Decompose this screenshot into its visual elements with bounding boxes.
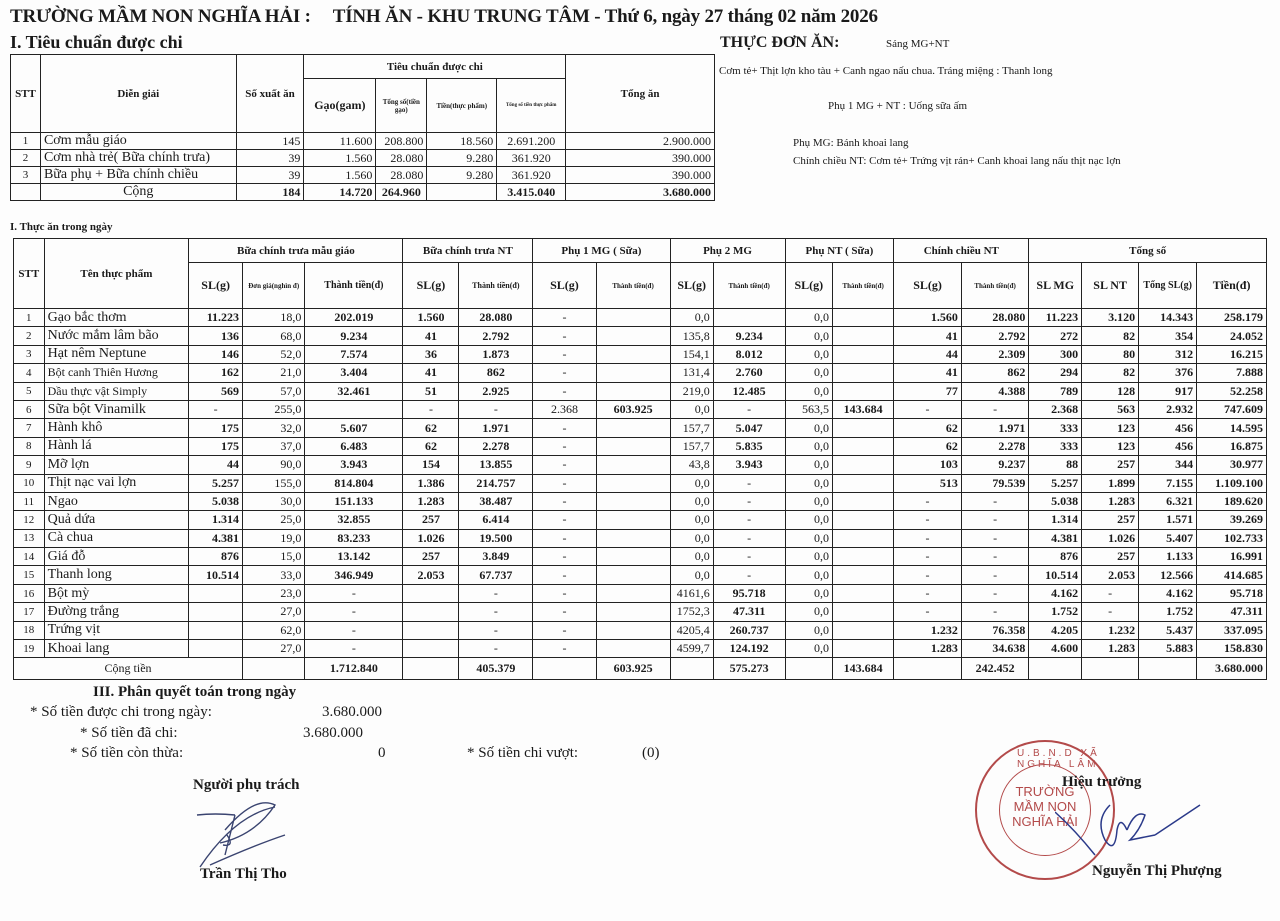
table-row: 3 Bữa phụ + Bữa chính chiều 39 1.560 28.080 9.280 361.920 390.000 [11, 167, 715, 184]
standard-budget-table [10, 54, 715, 201]
food-name: Ngao [44, 492, 189, 510]
document-subtitle: TÍNH ĂN - KHU TRUNG TÂM - Thứ 6, ngày 27 tháng 02 năm 2026 [332, 6, 878, 27]
left-signer-name: Trần Thị Tho [200, 866, 287, 882]
header-tong-an: Tổng ăn [566, 55, 715, 133]
da-chi-value: 3.680.000 [303, 725, 363, 741]
food-name: Cà chua [44, 529, 189, 547]
header-so-xuat-an: Số xuất ăn [236, 55, 304, 133]
table-row: 4 Bột canh Thiên Hương 162 21,0 3.404 41 862 - 131,4 2.760 0,0 41 862 294 82 376 7.888 [14, 364, 1267, 382]
header-stt: STT [14, 239, 45, 309]
header-tien-thuc-pham: Tiền(thực phẩm) [427, 79, 497, 133]
table-row: 14 Giá đỗ 876 15,0 13.142 257 3.849 - 0,0 - 0,0 - - 876 257 1.133 16.991 [14, 548, 1267, 566]
da-chi-label: * Số tiền đã chi: [80, 725, 178, 741]
menu-sang: Sáng MG+NT [886, 38, 950, 50]
food-name: Gạo bắc thơm [44, 309, 189, 327]
menu-title: THỰC ĐƠN ĂN: [720, 34, 840, 51]
table-row: 9 Mỡ lợn 44 90,0 3.943 154 13.855 - 43,8 3.943 0,0 103 9.237 88 257 344 30.977 [14, 456, 1267, 474]
con-thua-label: * Số tiền còn thừa: [70, 745, 184, 761]
table-row: 11 Ngao 5.038 30,0 151.133 1.283 38.487 - 0,0 - 0,0 - - 5.038 1.283 6.321 189.620 [14, 492, 1267, 510]
daily-food-table: STT Tên thực phẩm Bữa chính trưa mẫu giáo Bữa chính trưa NT Phụ 1 MG ( Sữa) Phụ 2 MG Phụ NT ( Sữa) Chính chiều NT Tổng số SL(g) Đơn giá(nghìn đ) Thành tiền(đ) SL(g) Thành tiền(đ) SL(g) Thành tiền(đ) SL(g) Thành tiền(đ) SL(g) Thành tiền(đ) SL(g) Thành tiền(đ) SL MG SL NT Tổng SL(g) Tiền(đ) 1 Gạo bắc thơm 11.223 18,0 202.019 1.560 28.080 - 0,0 0,0 1.560 28.080 11.223 3.120 14.343 258.179 2 Nước mắm lâm bão 136 68,0 9.234 41 2.792 - 135,8 9.234 0,0 41 2.792 272 82 354 24.052 3 Hạt nêm Neptune 146 52,0 7.574 36 1.873 - 154,1 8.012 0,0 44 2.309 300 80 312 16.215 4 Bột canh Thiên Hương 162 21,0 3.404 41 862 - 131,4 2.760 0,0 41 862 294 82 376 7.888 5 Dầu thực vật Simply 569 57,0 32.461 51 2.925 - 219,0 12.485 0,0 77 4.388 789 128 917 52.258 6 Sữa bột Vinamilk - 255,0 - - 2.368 603.925 0,0 - 563,5 143.684 - - 2.368 563 2.932 747.609 7 Hành khô 175 32,0 5.607 62 1.971 - 157,7 5.047 0,0 62 1.971 333 123 456 14.595 8 Hành lá 175 37,0 6.483 62 2.278 - 157,7 5.835 0,0 62 2.278 333 123 456 16.875 9 Mỡ lợn 44 90,0 3.943 154 13.855 - 43,8 3.943 0,0 103 9.237 88 257 344 30.977 10 Thịt nạc vai lợn 5.257 155,0 814.804 1.386 214.757 - 0,0 - 0,0 513 79.539 5.257 1.899 7.155 1.109.100 11 Ngao 5.038 30,0 151.133 1.283 38.487 - 0,0 - 0,0 - - 5.038 1.283 6.321 189.620 12 Quả dứa 1.314 25,0 32.855 257 6.414 - 0,0 - 0,0 - - 1.314 257 1.571 39.269 13 Cà chua 4.381 19,0 83.233 1.026 19.500 - 0,0 - 0,0 - - 4.381 1.026 5.407 102.733 14 Giá đỗ 876 15,0 13.142 257 3.849 - 0,0 - 0,0 - - 876 257 1.133 16.991 15 Thanh long 10.514 33,0 346.949 2.053 67.737 - 0,0 - 0,0 - - 10.514 2.053 12.566 414.685 16 Bột mỳ 23,0 - - - 4161,6 95.718 0,0 - - 4.162 - 4.162 95.718 17 Đường trắng 27,0 - - - 1752,3 47.311 0,0 - - 1.752 - 1.752 47.311 18 Trứng vịt 62,0 - - - 4205,4 260.737 0,0 1.232 76.358 4.205 1.232 5.437 337.095 19 Khoai lang 27,0 - - - 4599,7 124.192 0,0 1.283 34.638 4.600 1.283 5.883 158.830 Cộng tiền 1.712.840 405.379 603.925 575.273 143.684 242.452 3.680.000 [13, 238, 1267, 680]
header-stt: STT [11, 55, 41, 133]
header-tong-so-tien-gao: Tổng số(tiền gạo) [376, 79, 427, 133]
food-name: Giá đỗ [44, 548, 189, 566]
right-signer-role: Hiệu trưởng [1062, 774, 1142, 790]
con-thua-value: 0 [378, 745, 386, 761]
menu-chinh-chieu: Chính chiều NT: Cơm tẻ+ Trứng vịt rán+ Canh khoai lang nấu thịt nạc lợn [793, 155, 1121, 167]
header-group-chinh-chieu: Chính chiều NT [894, 239, 1029, 263]
menu-phu1: Phụ 1 MG + NT : Uống sữa ấm [828, 100, 968, 112]
table-row: 15 Thanh long 10.514 33,0 346.949 2.053 67.737 - 0,0 - 0,0 - - 10.514 2.053 12.566 414.685 [14, 566, 1267, 584]
school-stamp: U.B.N.D XÃ NGHĨA LÂM TRƯỜNG MẦM NON NGHĨA HẢI [975, 740, 1115, 880]
header-ten-thuc-pham: Tên thực phẩm [44, 239, 189, 309]
food-name: Trứng vịt [44, 621, 189, 639]
food-name: Hành khô [44, 419, 189, 437]
menu-phu-mg: Phụ MG: Bánh khoai lang [793, 137, 909, 149]
document-title [10, 6, 878, 28]
food-name: Thanh long [44, 566, 189, 584]
table-row: 8 Hành lá 175 37,0 6.483 62 2.278 - 157,7 5.835 0,0 62 2.278 333 123 456 16.875 [14, 437, 1267, 455]
header-dien-giai: Diễn giải [40, 55, 236, 133]
section3-title: III. Phân quyết toán trong ngày [93, 684, 297, 700]
food-name: Hạt nêm Neptune [44, 345, 189, 363]
food-name: Khoai lang [44, 640, 189, 658]
chi-vuot-value: (0) [642, 745, 660, 761]
right-signer-name: Nguyễn Thị Phượng [1092, 863, 1222, 879]
header-gao: Gạo(gam) [304, 79, 376, 133]
food-name: Sữa bột Vinamilk [44, 400, 189, 418]
chi-vuot-label: * Số tiền chi vượt: [467, 745, 579, 761]
food-name: Thịt nạc vai lợn [44, 474, 189, 492]
food-name: Bột canh Thiên Hương [44, 364, 189, 382]
school-name: TRƯỜNG MẦM NON NGHĨA HẢI : [10, 6, 311, 27]
table-row: 2 Nước mắm lâm bão 136 68,0 9.234 41 2.792 - 135,8 9.234 0,0 41 2.792 272 82 354 24.052 [14, 327, 1267, 345]
food-name: Mỡ lợn [44, 456, 189, 474]
left-signature-icon [195, 795, 305, 870]
duoc-chi-value: 3.680.000 [322, 704, 382, 720]
section1-title: I. Tiêu chuẩn được chi [10, 32, 183, 52]
left-signer-role: Người phụ trách [193, 777, 300, 793]
table-row: 17 Đường trắng 27,0 - - - 1752,3 47.311 0,0 - - 1.752 - 1.752 47.311 [14, 603, 1267, 621]
total-row: Cộng tiền 1.712.840 405.379 603.925 575.273 143.684 242.452 3.680.000 [14, 658, 1267, 680]
food-name: Quả dứa [44, 511, 189, 529]
food-name: Dầu thực vật Simply [44, 382, 189, 400]
header-group-tong-so: Tổng số [1029, 239, 1267, 263]
food-name: Hành lá [44, 437, 189, 455]
table-row: 1 Cơm mẫu giáo 145 11.600 208.800 18.560 2.691.200 2.900.000 [11, 133, 715, 150]
header-group-mg: Bữa chính trưa mẫu giáo [189, 239, 403, 263]
table-row: 10 Thịt nạc vai lợn 5.257 155,0 814.804 1.386 214.757 - 0,0 - 0,0 513 79.539 5.257 1.899 7.155 1.109.100 [14, 474, 1267, 492]
food-name: Đường trắng [44, 603, 189, 621]
header-tong-tien-thuc-pham: Tổng số tiền thực phẩm [497, 79, 566, 133]
menu-lunch: Cơm tẻ+ Thịt lợn kho tàu + Canh ngao nấu chua. Tráng miệng : Thanh long [719, 65, 1053, 77]
total-row: Cộng 184 14.720 264.960 3.415.040 3.680.000 [11, 184, 715, 201]
header-group-phu2: Phụ 2 MG [670, 239, 785, 263]
duoc-chi-label: * Số tiền được chi trong ngày: [30, 704, 212, 720]
table-row: 13 Cà chua 4.381 19,0 83.233 1.026 19.500 - 0,0 - 0,0 - - 4.381 1.026 5.407 102.733 [14, 529, 1267, 547]
table-row: 6 Sữa bột Vinamilk - 255,0 - - 2.368 603.925 0,0 - 563,5 143.684 - - 2.368 563 2.932 747.609 [14, 400, 1267, 418]
table-row: 18 Trứng vịt 62,0 - - - 4205,4 260.737 0,0 1.232 76.358 4.205 1.232 5.437 337.095 [14, 621, 1267, 639]
food-name: Bột mỳ [44, 584, 189, 602]
table-row: 2 Cơm nhà trẻ( Bữa chính trưa) 39 1.560 28.080 9.280 361.920 390.000 [11, 150, 715, 167]
header-tieu-chuan: Tiêu chuẩn được chi [304, 55, 566, 79]
table-row: 16 Bột mỳ 23,0 - - - 4161,6 95.718 0,0 - - 4.162 - 4.162 95.718 [14, 584, 1267, 602]
table-row: 7 Hành khô 175 32,0 5.607 62 1.971 - 157,7 5.047 0,0 62 1.971 333 123 456 14.595 [14, 419, 1267, 437]
right-signature-icon [1055, 800, 1205, 860]
section2-title: I. Thực ăn trong ngày [10, 221, 113, 233]
table-row: 19 Khoai lang 27,0 - - - 4599,7 124.192 0,0 1.283 34.638 4.600 1.283 5.883 158.830 [14, 640, 1267, 658]
table-row: 5 Dầu thực vật Simply 569 57,0 32.461 51 2.925 - 219,0 12.485 0,0 77 4.388 789 128 917 52.258 [14, 382, 1267, 400]
table-row: 1 Gạo bắc thơm 11.223 18,0 202.019 1.560 28.080 - 0,0 0,0 1.560 28.080 11.223 3.120 14.343 258.179 [14, 309, 1267, 327]
header-group-nt: Bữa chính trưa NT [403, 239, 533, 263]
food-name: Nước mắm lâm bão [44, 327, 189, 345]
header-group-phunt: Phụ NT ( Sữa) [785, 239, 894, 263]
table-row: 3 Hạt nêm Neptune 146 52,0 7.574 36 1.873 - 154,1 8.012 0,0 44 2.309 300 80 312 16.215 [14, 345, 1267, 363]
table-row: 12 Quả dứa 1.314 25,0 32.855 257 6.414 - 0,0 - 0,0 - - 1.314 257 1.571 39.269 [14, 511, 1267, 529]
stamp-ring-text: U.B.N.D XÃ NGHĨA LÂM [1017, 748, 1100, 770]
header-group-phu1: Phụ 1 MG ( Sữa) [533, 239, 670, 263]
